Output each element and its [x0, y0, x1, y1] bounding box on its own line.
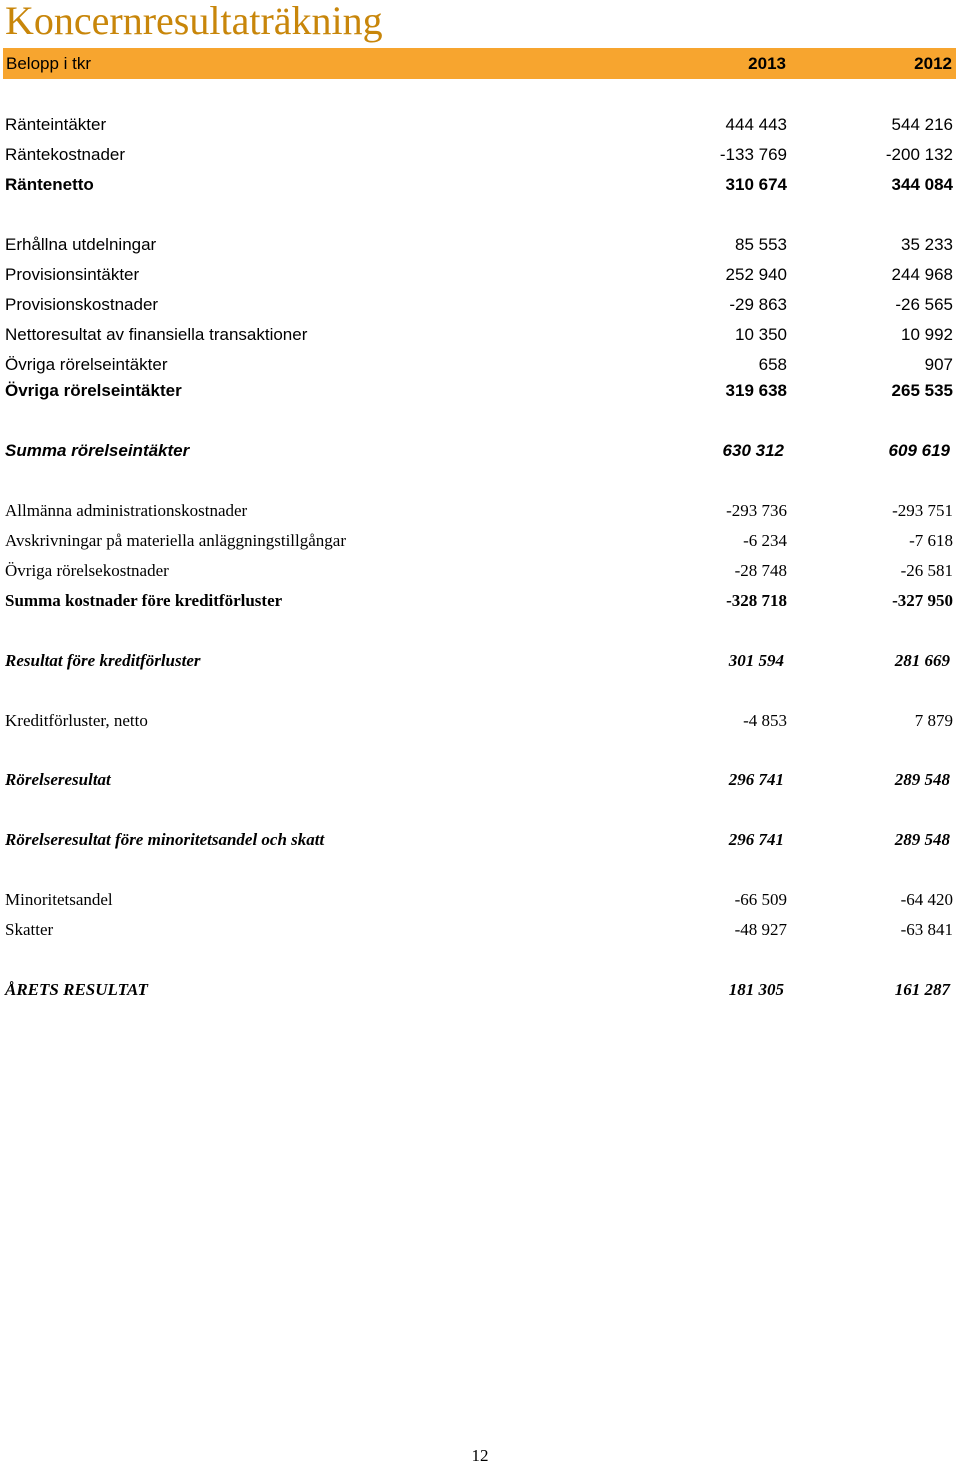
row-minoritetsandel [0, 888, 960, 912]
row-value-2013: -328 718 [726, 591, 787, 610]
row-value-2012: 907 [924, 355, 953, 374]
row-value-2012: -63 841 [900, 920, 953, 939]
row-summa-kostnader [0, 589, 960, 613]
row-value-2013: -133 769 [719, 145, 787, 164]
row-label: Avskrivningar på materiella anläggningstillgångar [5, 531, 346, 550]
row-rorelseresultat [0, 768, 960, 792]
row-ovriga-rorelseintakter [0, 353, 960, 377]
row-label: Övriga rörelseintäkter [5, 355, 168, 374]
row-value-2012: 10 992 [901, 325, 953, 344]
row-label: Övriga rörelseintäkter [5, 381, 182, 400]
row-summa-rorelseintakter [0, 439, 960, 463]
header-year-2013: 2013 [748, 54, 786, 73]
row-value-2013: 252 940 [725, 265, 787, 284]
row-value-2013: -66 509 [734, 890, 787, 909]
row-provisionsintakter [0, 263, 960, 287]
row-value-2013: 444 443 [725, 115, 787, 134]
page-title: Koncernresultaträkning [5, 0, 383, 43]
row-value-2013: 301 594 [728, 651, 784, 670]
row-value-2012: 7 879 [914, 711, 953, 730]
row-value-2012: 609 619 [888, 441, 950, 460]
row-label: Allmänna administrationskostnader [5, 501, 248, 520]
row-skatter [0, 918, 960, 942]
row-label: Skatter [5, 920, 54, 939]
row-value-2012: 35 233 [901, 235, 953, 254]
row-label: Rörelseresultat [5, 770, 111, 789]
row-value-2012: -26 565 [895, 295, 953, 314]
row-arets-resultat [0, 978, 960, 1002]
row-provisionskostnader [0, 293, 960, 317]
row-value-2013: 85 553 [735, 235, 787, 254]
row-value-2013: 10 350 [735, 325, 787, 344]
row-nettoresultat-finansiella [0, 323, 960, 347]
header-year-2012: 2012 [914, 54, 952, 73]
row-ovriga-rorelseintakter-total [0, 379, 960, 403]
row-erhallna-utdelningar [0, 233, 960, 257]
row-value-2012: -293 751 [892, 501, 953, 520]
row-rorelseresultat-fore-minoritet [0, 828, 960, 852]
row-resultat-fore-kreditforluster [0, 649, 960, 673]
row-value-2012: -64 420 [900, 890, 953, 909]
row-value-2013: 658 [758, 355, 787, 374]
table-header [3, 48, 956, 79]
row-value-2013: 630 312 [722, 441, 784, 460]
row-value-2012: -327 950 [892, 591, 953, 610]
row-value-2012: -26 581 [900, 561, 953, 580]
row-value-2013: -293 736 [726, 501, 787, 520]
row-value-2012: 244 968 [891, 265, 953, 284]
row-value-2013: -48 927 [734, 920, 787, 939]
row-value-2013: -29 863 [729, 295, 787, 314]
row-value-2013: 319 638 [725, 381, 787, 400]
row-value-2013: 181 305 [728, 980, 784, 999]
row-value-2013: -4 853 [743, 711, 787, 730]
row-label: Rörelseresultat före minoritetsandel och skatt [5, 830, 325, 849]
row-value-2013: -6 234 [743, 531, 787, 550]
row-label: Provisionsintäkter [5, 265, 140, 284]
row-value-2012: 281 669 [894, 651, 950, 670]
row-label: Minoritetsandel [5, 890, 113, 909]
row-label: Kreditförluster, netto [5, 711, 148, 730]
row-rantenetto [0, 173, 960, 197]
row-label: Summa kostnader före kreditförluster [5, 591, 283, 610]
row-value-2012: 161 287 [894, 980, 950, 999]
row-value-2013: -28 748 [734, 561, 787, 580]
row-value-2012: 544 216 [891, 115, 953, 134]
row-label: Nettoresultat av finansiella transaktioner [5, 325, 308, 344]
row-value-2012: 289 548 [894, 770, 950, 789]
row-value-2012: 344 084 [891, 175, 953, 194]
row-label: Provisionskostnader [5, 295, 159, 314]
row-rantekostnader [0, 143, 960, 167]
row-value-2012: 289 548 [894, 830, 950, 849]
row-label: Resultat före kreditförluster [5, 651, 201, 670]
row-ovriga-rorelsekostnader [0, 559, 960, 583]
header-label: Belopp i tkr [6, 54, 92, 73]
row-value-2012: 265 535 [891, 381, 953, 400]
row-allmanna-admin [0, 499, 960, 523]
row-label: Ränteintäkter [5, 115, 107, 134]
row-label: Räntekostnader [5, 145, 126, 164]
row-value-2012: -7 618 [909, 531, 953, 550]
page-number: 12 [471, 1446, 489, 1465]
row-value-2013: 310 674 [725, 175, 787, 194]
row-ranteintakter [0, 113, 960, 137]
row-value-2012: -200 132 [885, 145, 953, 164]
row-label: Övriga rörelsekostnader [5, 561, 169, 580]
row-kreditforluster-netto [0, 709, 960, 733]
row-label: Räntenetto [5, 175, 94, 194]
row-label: Erhållna utdelningar [5, 235, 157, 254]
row-value-2013: 296 741 [728, 770, 784, 789]
row-value-2013: 296 741 [728, 830, 784, 849]
row-label: ÅRETS RESULTAT [5, 980, 148, 999]
row-label: Summa rörelseintäkter [5, 441, 190, 460]
row-avskrivningar [0, 529, 960, 553]
